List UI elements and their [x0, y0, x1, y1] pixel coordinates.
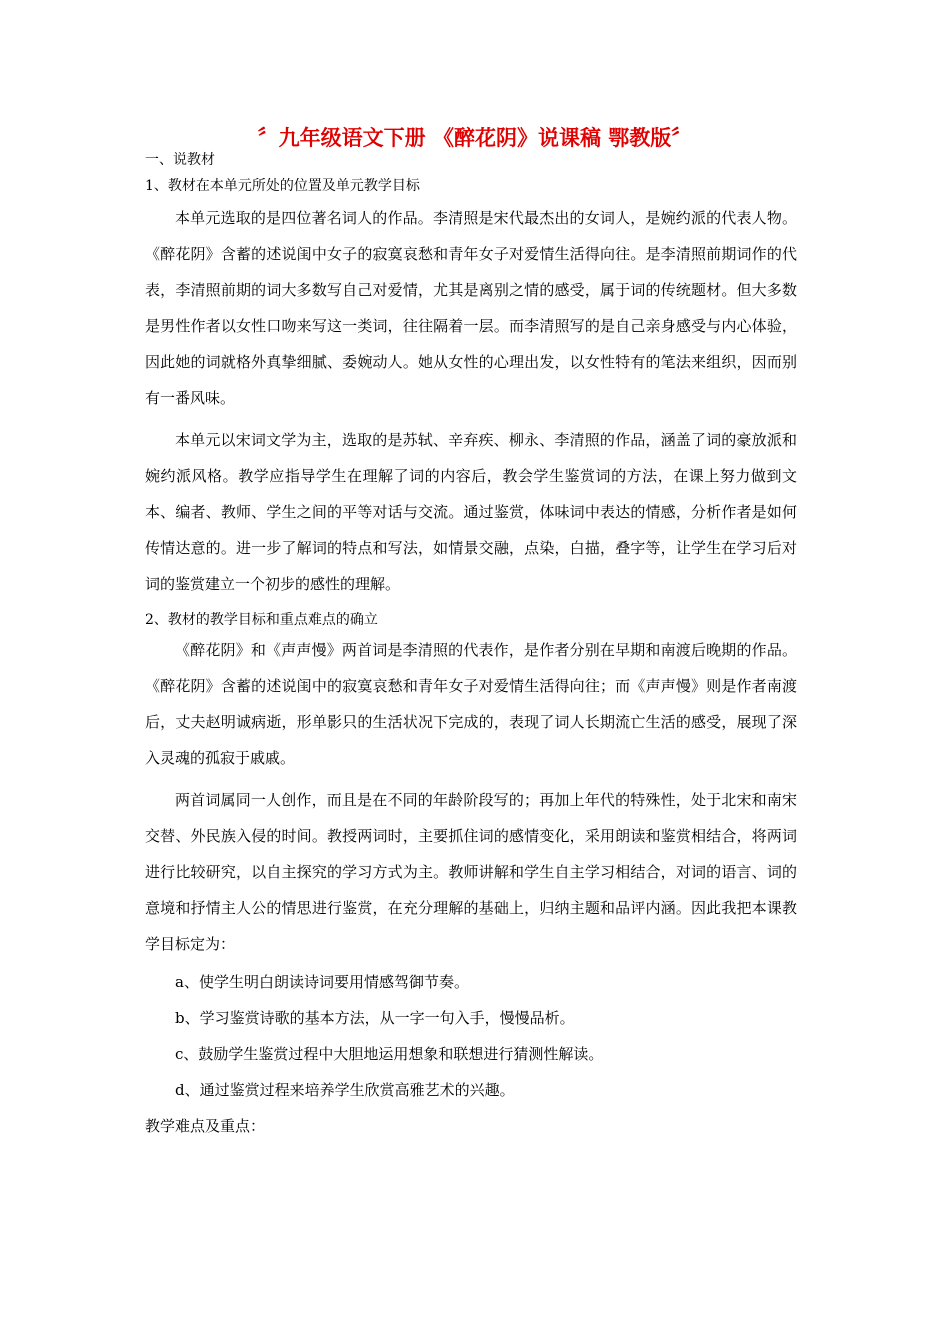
- section-heading-1: 一、说教材: [145, 152, 215, 168]
- paragraph-2: 本单元以宋词文学为主，选取的是苏轼、辛弃疾、柳永、李清照的作品，涵盖了词的豪放派和婉约派风格。教学应指导学生在理解了词的内容后，教会学生鉴赏词的方法，在课上努力做到文本、编者、教师、学生之间的平等对话与交流。通过鉴赏，体味词中表达的情感，分析作者是如何传情达意的。进一步了解词的特点和写法，如情景交融，点染，白描，叠字等，让学生在学习后对词的鉴赏建立一个初步的感性的理解。: [145, 431, 797, 593]
- goal-item-d: d、通过鉴赏过程来培养学生欣赏高雅艺术的兴趣。: [175, 1081, 515, 1099]
- paragraph-4: 两首词属同一人创作，而且是在不同的年龄阶段写的；再加上年代的特殊性，处于北宋和南宋交替、外民族入侵的时间。教授两词时，主要抓住词的感情变化，采用朗读和鉴赏相结合，将两词进行比较研究，以自主探究的学习方式为主。教师讲解和学生自主学习相结合，对词的语言、词的意境和抒情主人公的情思进行鉴赏，在充分理解的基础上，归纳主题和品评内涵。因此我把本课教学目标定为：: [145, 791, 797, 953]
- goal-item-a: a、使学生明白朗读诗词要用情感驾御节奏。: [175, 973, 469, 991]
- document-title: 〞九年级语文下册 《醉花阴》说课稿 鄂教版〞: [257, 126, 693, 150]
- document-body: [145, 150, 797, 1144]
- difficulty-heading: 教学难点及重点：: [145, 1117, 266, 1135]
- goal-item-b: b、学习鉴赏诗歌的基本方法，从一字一句入手，慢慢品析。: [175, 1009, 575, 1027]
- goal-item-c: c、鼓励学生鉴赏过程中大胆地运用想象和联想进行猜测性解读。: [175, 1045, 604, 1063]
- paragraph-3: 《醉花阴》和《声声慢》两首词是李清照的代表作，是作者分别在早期和南渡后晚期的作品。《醉花阴》含蓄的述说闺中的寂寞哀愁和青年女子对爱情生活得向往；而《声声慢》则是作者南渡后，丈夫赵明诚病逝，形单影只的生活状况下完成的，表现了词人长期流亡生活的感受，展现了深入灵魂的孤寂于戚戚。: [145, 641, 797, 767]
- paragraph-1: 本单元选取的是四位著名词人的作品。李清照是宋代最杰出的女词人，是婉约派的代表人物。《醉花阴》含蓄的述说闺中女子的寂寞哀愁和青年女子对爱情生活得向往。是李清照前期词作的代表，李清照前期的词大多数写自己对爱情，尤其是离别之情的感受，属于词的传统题材。但大多数是男性作者以女性口吻来写这一类词，往往隔着一层。而李清照写的是自己亲身感受与内心体验，因此她的词就格外真挚细腻、委婉动人。她从女性的心理出发，以女性特有的笔法来组织，因而别有一番风味。: [145, 209, 797, 407]
- subsection-heading-2: 2、教材的教学目标和重点难点的确立: [145, 612, 378, 628]
- subsection-heading-1: 1、教材在本单元所处的位置及单元教学目标: [145, 178, 420, 194]
